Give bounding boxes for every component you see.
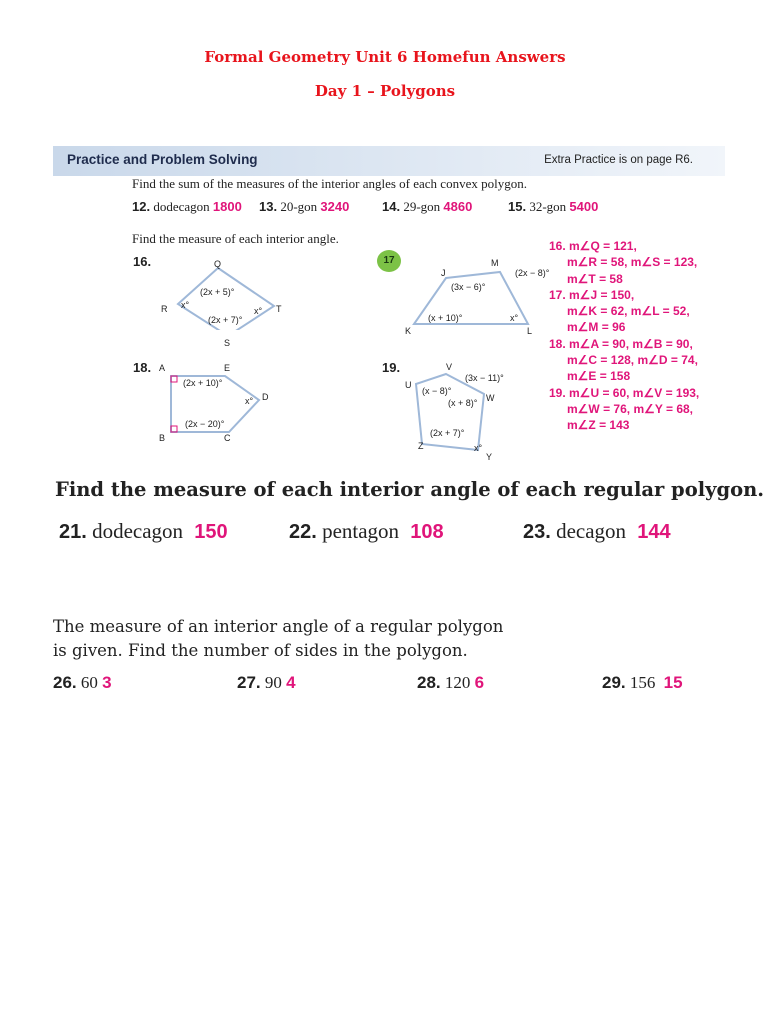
answer-line: m∠M = 96 — [567, 320, 626, 335]
problem-text: dodecagon — [153, 199, 210, 214]
problem-13 — [259, 199, 349, 215]
vertex-label: L — [527, 326, 533, 336]
answer-line: 16. m∠Q = 121, — [549, 239, 637, 253]
problem-21 — [59, 519, 228, 544]
figure-16-number: 16. — [133, 254, 152, 269]
problem-answer: 144 — [637, 521, 671, 543]
problem-number: 29. — [602, 673, 626, 692]
problem-answer: 150 — [194, 521, 228, 543]
answer-line: m∠W = 76, m∠Y = 68, — [567, 401, 694, 416]
problem-number: 27. — [237, 673, 261, 692]
problem-answer: 5400 — [569, 199, 599, 214]
problem-number: 14. — [382, 199, 401, 214]
problem-text: 20-gon — [280, 199, 318, 214]
answers-column — [549, 238, 699, 434]
problem-text: 32-gon — [529, 199, 567, 214]
answer-line: m∠Z = 143 — [567, 418, 630, 433]
answer-line: 18. m∠A = 90, m∠B = 90, — [549, 336, 693, 351]
problem-29 — [602, 673, 683, 693]
vertex-label: Q — [214, 259, 222, 269]
section-banner — [53, 146, 725, 176]
problem-15 — [508, 199, 598, 215]
angle-label: (3x − 11)° — [465, 373, 504, 383]
problem-number: 21. — [59, 521, 87, 543]
angle-label: x° — [474, 443, 483, 453]
section1-instruction: Find the sum of the measures of the interior angles of each convex polygon. — [132, 176, 527, 191]
angle-label: (2x − 8)° — [515, 268, 550, 278]
figure-19-number: 19. — [382, 360, 401, 375]
problem-answer: 108 — [410, 521, 444, 543]
answer-line: 19. m∠U = 60, m∠V = 193, — [549, 385, 700, 400]
vertex-label: Y — [486, 452, 493, 462]
vertex-label: V — [446, 362, 453, 372]
angle-label: (2x + 5)° — [200, 287, 235, 297]
answer-line: m∠K = 62, m∠L = 52, — [567, 304, 690, 319]
problem-12 — [132, 199, 242, 215]
problem-27 — [237, 673, 296, 693]
vertex-label: R — [161, 304, 168, 314]
angle-label: x° — [254, 306, 263, 316]
angle-label: (2x + 7)° — [208, 315, 243, 325]
problem-number: 15. — [508, 199, 527, 214]
vertex-label: C — [224, 433, 231, 443]
problem-text: 90 — [264, 673, 282, 692]
problem-number: 22. — [289, 521, 317, 543]
problem-number: 28. — [417, 673, 441, 692]
answer-line: 17. m∠J = 150, — [549, 287, 635, 302]
problem-22 — [289, 519, 444, 544]
problem-answer: 6 — [474, 673, 485, 692]
problem-text: 156 — [629, 673, 656, 692]
page-title: Formal Geometry Unit 6 Homefun Answers — [204, 48, 566, 66]
vertex-label: J — [441, 268, 446, 278]
vertex-label: D — [262, 392, 269, 402]
problem-14 — [382, 199, 472, 215]
angle-label: (2x + 10)° — [183, 378, 223, 388]
vertex-label: W — [486, 393, 495, 403]
problem-answer: 4860 — [443, 199, 473, 214]
instruction-line: is given. Find the number of sides in the polygon. — [53, 641, 468, 660]
vertex-label: Z — [418, 441, 424, 451]
banner-title: Practice and Problem Solving — [67, 152, 258, 167]
problem-text: pentagon — [322, 519, 400, 543]
angle-label: (x − 8)° — [422, 386, 452, 396]
instruction-line: The measure of an interior angle of a regular polygon — [53, 617, 504, 636]
answer-line: m∠R = 58, m∠S = 123, — [567, 255, 698, 270]
banner-extra-practice: Extra Practice is on page R6. — [544, 154, 693, 166]
figure-18-number: 18. — [133, 360, 152, 375]
problem-answer: 1800 — [212, 199, 242, 214]
answer-line: m∠T = 58 — [567, 271, 623, 286]
problem-number: 26. — [53, 673, 77, 692]
angle-label: x° — [245, 396, 254, 406]
angle-label: (x + 10)° — [428, 313, 463, 323]
problem-text: 120 — [444, 673, 471, 692]
angle-label: (3x − 6)° — [451, 282, 486, 292]
vertex-label: E — [224, 363, 231, 373]
vertex-label: M — [491, 258, 499, 268]
problem-17-badge: 17 — [377, 250, 401, 272]
problem-number: 13. — [259, 199, 278, 214]
angle-label: x° — [181, 300, 190, 310]
section2-instruction: Find the measure of each interior angle. — [132, 231, 339, 246]
vertex-label: U — [405, 380, 412, 390]
angle-label: (2x − 20)° — [185, 419, 225, 429]
problem-28 — [417, 673, 484, 693]
problem-23 — [523, 519, 671, 544]
angle-label: (2x + 7)° — [430, 428, 465, 438]
answer-line: m∠C = 128, m∠D = 74, — [567, 353, 698, 368]
problem-26 — [53, 673, 112, 693]
answer-line: m∠E = 158 — [567, 369, 631, 384]
vertex-label: B — [159, 433, 166, 443]
section3-instruction: Find the measure of each interior angle of each regular polygon. — [55, 478, 765, 501]
problem-number: 12. — [132, 199, 151, 214]
problem-answer: 15 — [663, 673, 683, 692]
problem-number: 23. — [523, 521, 551, 543]
angle-label: (x + 8)° — [448, 398, 478, 408]
problem-text: decagon — [556, 519, 627, 543]
section4-instruction — [53, 615, 503, 663]
vertex-label: T — [276, 304, 282, 314]
problem-text: 60 — [80, 673, 98, 692]
problem-answer: 3 — [102, 673, 112, 692]
vertex-label: K — [405, 326, 412, 336]
angle-label: x° — [510, 313, 519, 323]
vertex-label: A — [159, 363, 166, 373]
problem-text: 29-gon — [403, 199, 441, 214]
page-subtitle: Day 1 – Polygons — [314, 82, 456, 100]
problem-answer: 4 — [286, 673, 296, 692]
vertex-label: S — [224, 338, 231, 348]
problem-text: dodecagon — [92, 519, 184, 543]
problem-answer: 3240 — [320, 199, 350, 214]
